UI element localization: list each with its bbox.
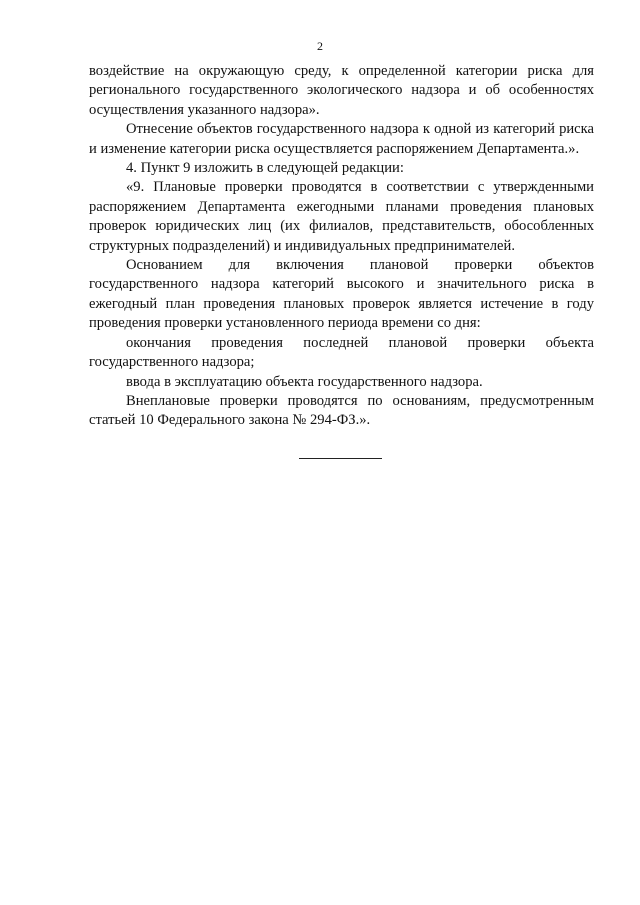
paragraph-8: Внеплановые проверки проводятся по основаниям, предусмотренным статьей 10 Федерального закона № 294-ФЗ.». — [89, 392, 594, 429]
paragraph-7: ввода в эксплуатацию объекта государственного надзора. — [126, 373, 483, 390]
paragraph-4: «9. Плановые проверки проводятся в соответствии с утвержденными распоряжением Департамента ежегодными планами проведения плановых проверок юридических лиц (их филиалов, представительств, обособленных структурных подразделений) и индивидуальных предпринимателей. — [89, 179, 594, 254]
end-separator-line — [299, 458, 382, 459]
document-body — [89, 62, 594, 431]
paragraph-3: 4. Пункт 9 изложить в следующей редакции: — [126, 160, 404, 177]
paragraph-2: Отнесение объектов государственного надзора к одной из категорий риска и изменение категории риска осуществляется распоряжением Департамента.». — [89, 121, 594, 157]
page-number: 2 — [317, 39, 323, 53]
paragraph-5: Основанием для включения плановой проверки объектов государственного надзора категорий высокого и значительного риска в ежегодный план проведения плановых проверок является истечение в году проведения проверки установленного периода времени со дня: — [89, 257, 594, 332]
paragraph-1: воздействие на окружающую среду, к определенной категории риска для регионального государственного экологического надзора и об особенностях осуществления указанного надзора». — [89, 63, 594, 118]
paragraph-6: окончания проведения последней плановой проверки объекта государственного надзора; — [89, 334, 594, 371]
